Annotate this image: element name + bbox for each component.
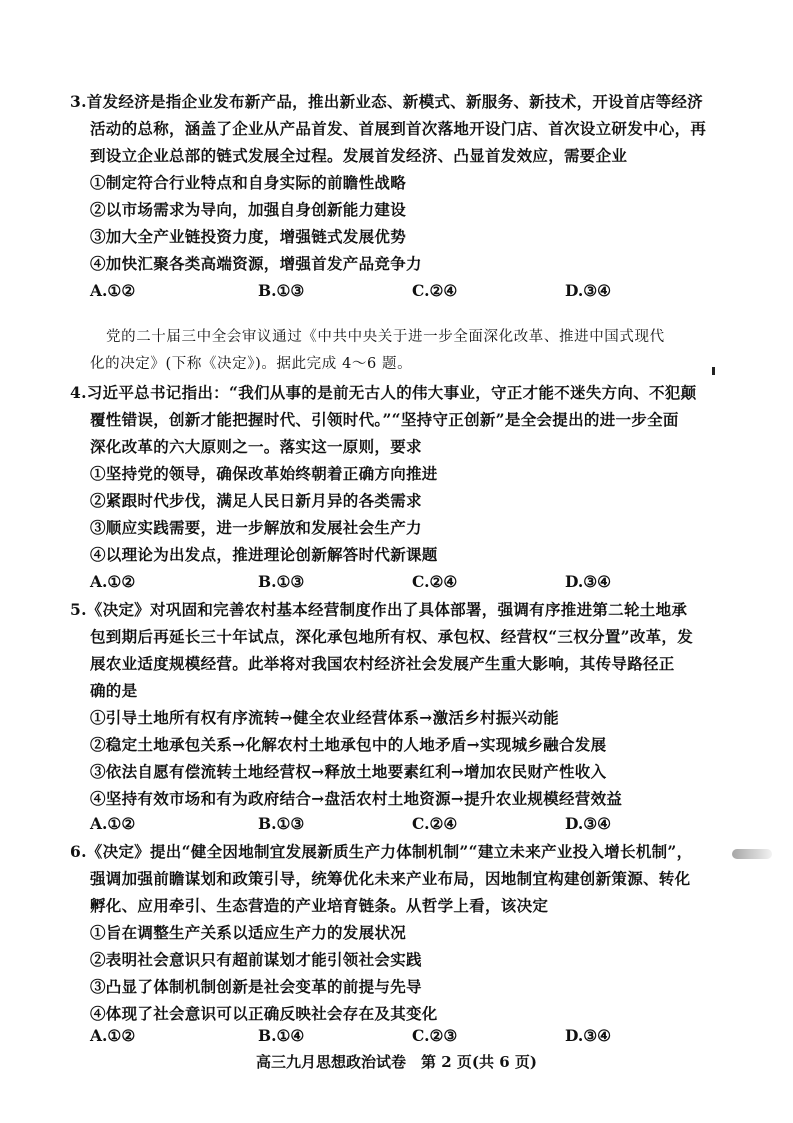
q5-option: ③依法自愿有偿流转土地经营权→释放土地要素红利→增加农民财产性收入 xyxy=(90,762,607,781)
intro-line: 化的决定》(下称《决定》)。据此完成 4～6 题。 xyxy=(90,356,413,372)
q6-option: ①旨在调整生产关系以适应生产力的发展状况 xyxy=(90,923,407,942)
choice-a[interactable]: A.①② xyxy=(90,1026,136,1045)
q6-stem-line: 6.《决定》提出“健全因地制宜发展新质生产力体制机制”“建立未来产业投入增长机制”， xyxy=(70,842,693,861)
q4-stem-line: 4.习近平总书记指出：“我们从事的是前无古人的伟大事业，守正才能不迷失方向、不犯颠 xyxy=(70,383,697,402)
q4-stem-line: 深化改革的六大原则之一。落实这一原则，要求 xyxy=(90,437,422,456)
q3-option: ③加大全产业链投资力度，增强链式发展优势 xyxy=(90,227,407,246)
q6-stem-line: 强调加强前瞻谋划和政策引导，统筹优化未来产业布局，因地制宜构建创新策源、转化 xyxy=(90,869,691,888)
choice-d[interactable]: D.③④ xyxy=(565,281,612,300)
choice-c[interactable]: C.②③ xyxy=(412,1026,458,1045)
choice-c[interactable]: C.②④ xyxy=(412,572,458,591)
scan-smudge xyxy=(732,849,772,859)
q4-option: ①坚持党的领导，确保改革始终朝着正确方向推进 xyxy=(90,464,438,483)
q3-stem-line: 活动的总称，涵盖了企业从产品首发、首展到首次落地开设门店、首次设立研发中心，再 xyxy=(90,119,707,138)
q5-option: ①引导土地所有权有序流转→健全农业经营体系→激活乡村振兴动能 xyxy=(90,708,559,727)
q6-option: ④体现了社会意识可以正确反映社会存在及其变化 xyxy=(90,1004,438,1023)
q3-stem-line: 到设立企业总部的链式发展全过程。发展首发经济、凸显首发效应，需要企业 xyxy=(90,146,628,165)
q4-option: ③顺应实践需要，进一步解放和发展社会生产力 xyxy=(90,518,422,537)
q3-choices xyxy=(0,279,793,303)
page-footer: 高三九月思想政治试卷 第 2 页(共 6 页) xyxy=(256,1053,537,1071)
choice-a[interactable]: A.①② xyxy=(90,572,136,591)
scan-mark xyxy=(712,367,715,375)
q5-option: ④坚持有效市场和有为政府结合→盘活农村土地资源→提升农业规模经营效益 xyxy=(90,789,623,808)
q5-stem-line: 确的是 xyxy=(90,681,138,700)
q4-option: ②紧跟时代步伐，满足人民日新月异的各类需求 xyxy=(90,491,422,510)
intro-line: 党的二十届三中全会审议通过《中共中央关于进一步全面深化改革、推进中国式现代 xyxy=(106,329,665,345)
choice-d[interactable]: D.③④ xyxy=(565,814,612,833)
choice-c[interactable]: C.②④ xyxy=(412,281,458,300)
q5-choices xyxy=(0,812,793,836)
q6-stem-line: 孵化、应用牵引、生态营造的产业培育链条。从哲学上看，该决定 xyxy=(90,896,549,915)
q4-option: ④以理论为出发点，推进理论创新解答时代新课题 xyxy=(90,545,438,564)
q3-stem-line: 3.首发经济是指企业发布新产品，推出新业态、新模式、新服务、新技术，开设首店等经济 xyxy=(70,92,703,111)
q6-option: ②表明社会意识只有超前谋划才能引领社会实践 xyxy=(90,950,422,969)
choice-b[interactable]: B.①④ xyxy=(258,1026,305,1045)
choice-d[interactable]: D.③④ xyxy=(565,1026,612,1045)
q5-stem-line: 包到期后再延长三十年试点，深化承包地所有权、承包权、经营权“三权分置”改革，发 xyxy=(90,627,694,646)
choice-b[interactable]: B.①③ xyxy=(258,281,305,300)
q6-choices xyxy=(0,1024,793,1048)
q3-option: ②以市场需求为导向，加强自身创新能力建设 xyxy=(90,200,407,219)
choice-b[interactable]: B.①③ xyxy=(258,572,305,591)
choice-a[interactable]: A.①② xyxy=(90,814,136,833)
q6-option: ③凸显了体制机制创新是社会变革的前提与先导 xyxy=(90,977,422,996)
q5-option: ②稳定土地承包关系→化解农村土地承包中的人地矛盾→实现城乡融合发展 xyxy=(90,735,607,754)
choice-a[interactable]: A.①② xyxy=(90,281,136,300)
choice-b[interactable]: B.①③ xyxy=(258,814,305,833)
q4-stem-line: 覆性错误，创新才能把握时代、引领时代。”“坚持守正创新”是全会提出的进一步全面 xyxy=(90,410,679,429)
q5-stem-line: 5.《决定》对巩固和完善农村基本经营制度作出了具体部署，强调有序推进第二轮土地承 xyxy=(70,600,688,619)
q4-choices xyxy=(0,570,793,594)
q3-option: ①制定符合行业特点和自身实际的前瞻性战略 xyxy=(90,173,407,192)
choice-c[interactable]: C.②④ xyxy=(412,814,458,833)
q5-stem-line: 展农业适度规模经营。此举将对我国农村经济社会发展产生重大影响，其传导路径正 xyxy=(90,654,675,673)
choice-d[interactable]: D.③④ xyxy=(565,572,612,591)
q3-option: ④加快汇聚各类高端资源，增强首发产品竞争力 xyxy=(90,254,422,273)
